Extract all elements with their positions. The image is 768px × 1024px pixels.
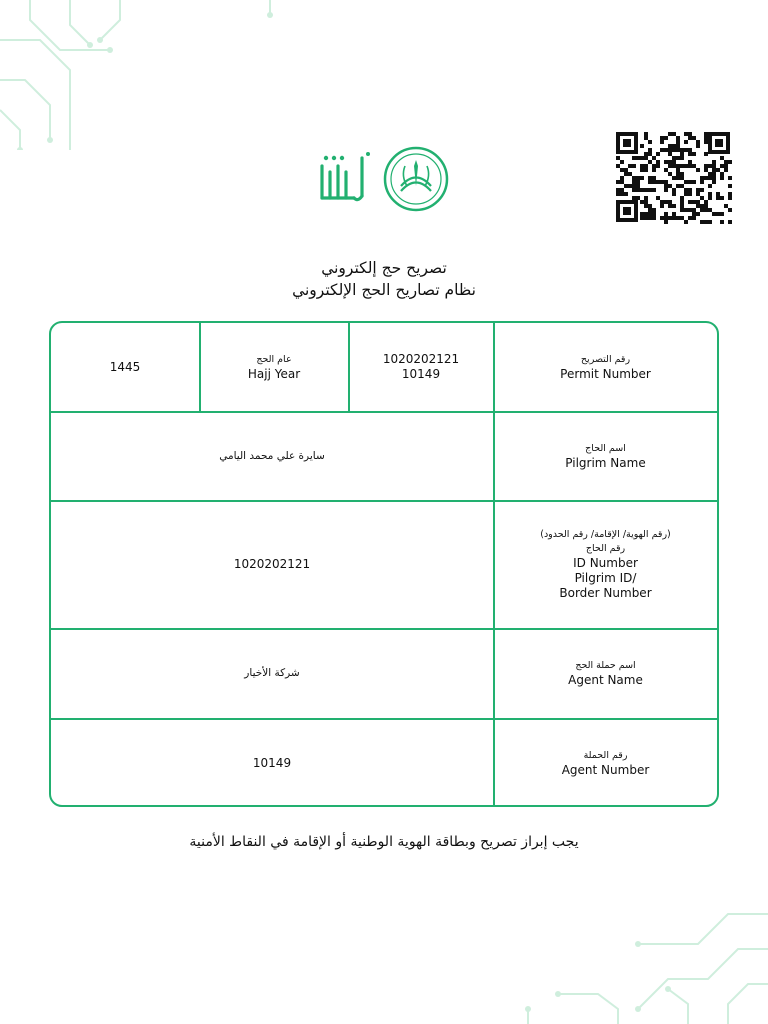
hajj-year-label-ar: عام الحج — [256, 353, 292, 365]
agent-name-value-cell — [51, 629, 493, 718]
permit-number-label-cell — [494, 323, 717, 411]
id-label-ar-line1: (رقم الهوية/ الإقامة/ رقم الحدود) — [540, 529, 671, 540]
pilgrim-name-value: سايرة علي محمد اليامي — [219, 449, 325, 462]
security-checkpoint-note: يجب إبراز تصريح وبطاقة الهوية الوطنية أو الإقامة في النقاط الأمنية — [189, 834, 579, 850]
id-number-label-cell — [494, 501, 717, 628]
circuit-decoration-bottom-right — [438, 894, 768, 1024]
id-number-value: 1020202121 — [233, 557, 311, 571]
permit-table — [49, 321, 719, 807]
agent-name-label-en: Agent Name — [568, 673, 643, 687]
hajj-year-label-en: Hajj Year — [247, 366, 301, 381]
id-label-en-line2: Pilgrim ID/ — [574, 571, 637, 585]
qr-code-icon — [614, 130, 732, 224]
pilgrim-name-label-ar: اسم الحاج — [585, 442, 626, 454]
document-titles — [0, 257, 768, 301]
circuit-decoration-top-left — [0, 0, 300, 150]
agent-number-value: 10149 — [252, 755, 292, 770]
permit-number-value-cell — [349, 323, 493, 411]
permit-number-value-line2: 10149 — [401, 367, 441, 381]
pilgrim-name-label-cell — [494, 412, 717, 500]
agent-name-value: شركة الأخيار — [244, 667, 300, 679]
pilgrim-name-value-cell — [51, 412, 493, 500]
id-label-en-line3: Border Number — [559, 586, 652, 600]
hajj-year-value: 1445 — [109, 359, 141, 374]
agent-number-value-cell — [51, 719, 493, 807]
agent-number-label-cell — [494, 719, 717, 807]
saudi-emblem-icon — [383, 146, 449, 212]
agent-name-label-ar: اسم حملة الحج — [575, 660, 636, 671]
agent-number-label-ar: رقم الحملة — [583, 749, 628, 761]
document-title: تصريح حج إلكتروني — [321, 259, 447, 277]
absher-logo-icon — [314, 146, 376, 208]
permit-number-label-en: Permit Number — [560, 366, 651, 381]
hajj-year-label-cell — [200, 323, 348, 411]
permit-number-value-line1: 1020202121 — [382, 352, 460, 366]
document-subtitle: نظام تصاريح الحج الإلكتروني — [292, 281, 476, 299]
permit-number-label-ar: رقم التصريح — [580, 353, 631, 365]
id-number-value-cell — [51, 501, 493, 628]
id-label-ar-line2: رقم الحاج — [585, 543, 626, 554]
agent-number-label-en: Agent Number — [561, 762, 650, 777]
agent-name-label-cell — [494, 629, 717, 718]
pilgrim-name-label-en: Pilgrim Name — [565, 455, 646, 470]
id-label-en-line1: ID Number — [573, 556, 638, 570]
hajj-year-value-cell — [51, 323, 199, 411]
